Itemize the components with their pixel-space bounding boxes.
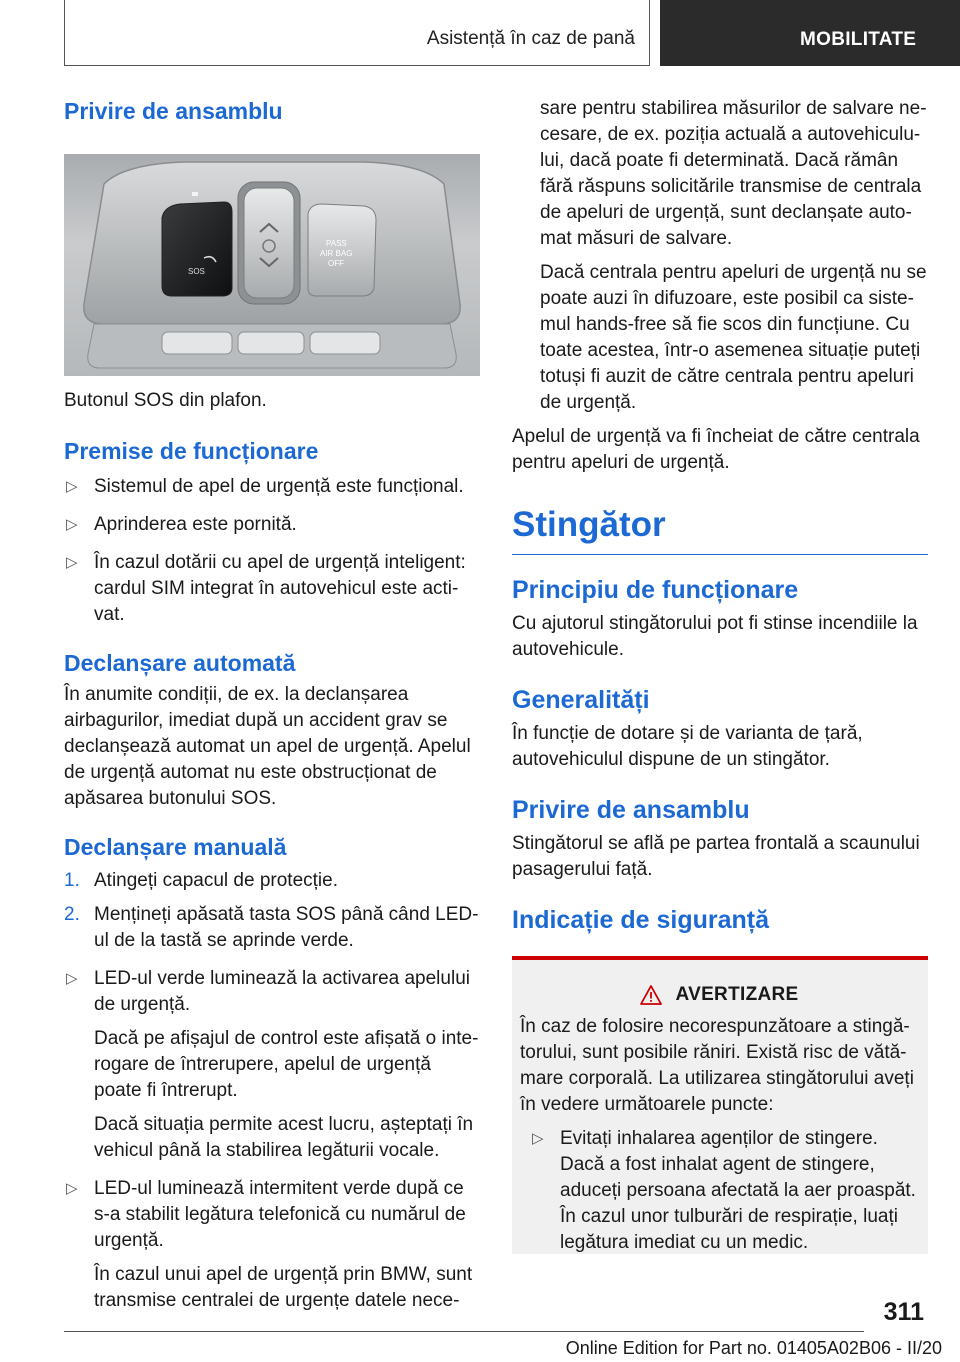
warning-box [512,956,928,1254]
list-item: ▷ LED-ul verde luminează la activarea apelului de urgență. Dacă pe afișajul de control este afișată o interogare de întrerupere, apelul de urgență poate fi întrerupt. Dacă situația permite acest lucru, așteptați în vehicul până la stabilirea legăturii vocale. [66,968,479,1161]
chapter-title: Stingător [512,502,928,555]
photo-off-label: OFF [328,259,344,268]
left-column [64,96,480,1314]
header-tab[interactable] [660,0,960,66]
general-text: În funcție de dotare și de varianta de țară, autovehiculul dispune de un stingător. [512,723,863,770]
overview-heading: Privire de ansamblu [64,98,283,124]
triangle-bullet-icon: ▷ [66,478,78,495]
triangle-bullet-icon: ▷ [532,1130,544,1147]
end-call-text: Apelul de urgență va fi încheiat de către centrala pentru apeluri de urgență. [512,426,920,473]
warning-text: În caz de folosire necorespunzătoare a stingătorului, sunt posibile răniri. Există risc de vătămare corporală. La utilizarea stingătorului aveți în vedere următoarele puncte: [520,1016,914,1115]
right-column [512,96,928,935]
overview-heading-right: Privire de ansamblu [512,796,750,824]
photo-sos-label: SOS [188,267,205,276]
list-item: ▷ Evitați inhalarea agenților de stingere. Dacă a fost inhalat agent de stingere, aduceți persoana afectată la aer proaspăt. În cazul unor tulburări de respirație, luați legătura imediat cu un medic. [532,1128,916,1253]
roof-console-illustration [64,154,480,376]
warning-triangle-icon [640,985,662,1005]
sos-button-photo [64,154,480,376]
photo-caption: Butonul SOS din plafon. [64,390,267,411]
warning-title: AVERTIZARE [675,984,799,1005]
premise-list [64,474,480,628]
list-item: ▷ LED-ul luminează intermitent verde după ce s-a stabilit legătura telefonică cu numărul de urgență. În cazul unui apel de urgență prin BMW, sunt transmise centralei de urgențe datele nece- [66,1178,473,1311]
page-number: 311 [883,1298,924,1326]
edition-text: Online Edition for Part no. 01405A02B06 - II/20 [565,1338,942,1358]
principle-text: Cu ajutorul stingătorului pot fi stinse incendiile la autovehicule. [512,613,918,660]
list-item: ▷ Sistemul de apel de urgență este funcțional. [64,474,480,500]
photo-pass-label: PASS [326,239,347,248]
manual-steps [64,868,480,1314]
list-item: ▷ Aprinderea este pornită. [64,512,480,538]
principle-heading: Principiu de funcționare [512,576,799,604]
manual-heading: Declanșare manuală [64,834,287,860]
warning-list [520,1126,918,1256]
footer-divider [64,1331,864,1332]
photo-airbag-label: AIR BAG [320,249,353,258]
list-item: ▷ În cazul dotării cu apel de urgență inteligent: cardul SIM integrat în autovehicul este activat. [66,552,466,625]
auto-heading: Declanșare automată [64,650,296,676]
continued-paragraph-2: Dacă centrala pentru apeluri de urgență nu se poate auzi în difuzoare, este posibil ca sistemul hands-free să fie scos din funcțiune. Cu toate acestea, într-o asemenea situație puteți totuși fi auzit de către centrala pentru apeluri de urgență. [540,262,927,413]
continued-paragraph: sare pentru stabilirea măsurilor de salvare necesare, de ex. poziția actuală a autovehiculului, dacă poate fi determinată. Dacă rămân fără răspuns solicitările transmise de centrala de apeluri de urgență, sunt declanșate automat măsuri de salvare. [540,98,927,249]
triangle-bullet-icon: ▷ [66,554,78,571]
list-item: 1. Atingeți capacul de protecție. [64,870,338,891]
triangle-bullet-icon: ▷ [66,970,78,987]
triangle-bullet-icon: ▷ [66,1180,78,1197]
general-heading: Generalități [512,686,650,714]
header-tab-label: MOBILITATE [800,29,917,50]
premise-heading: Premise de funcționare [64,438,319,464]
warning-header [520,984,918,1006]
triangle-bullet-icon: ▷ [66,516,78,533]
overview-text: Stingătorul se află pe partea frontală a scaunului pasagerului față. [512,833,920,880]
safety-heading: Indicație de siguranță [512,906,770,934]
header-frame [64,0,650,66]
list-item: 2. Mențineți apăsată tasta SOS până când LED-ul de la tastă se aprinde verde. [64,904,479,951]
header-section-title: Asistență în caz de pană [426,28,635,49]
auto-text: În anumite condiții, de ex. la declanșarea airbagurilor, imediat după un accident grav se declanșează automat un apel de urgență. Apelul de urgență automat nu este obstrucționat de apăsarea butonului SOS. [64,684,471,809]
